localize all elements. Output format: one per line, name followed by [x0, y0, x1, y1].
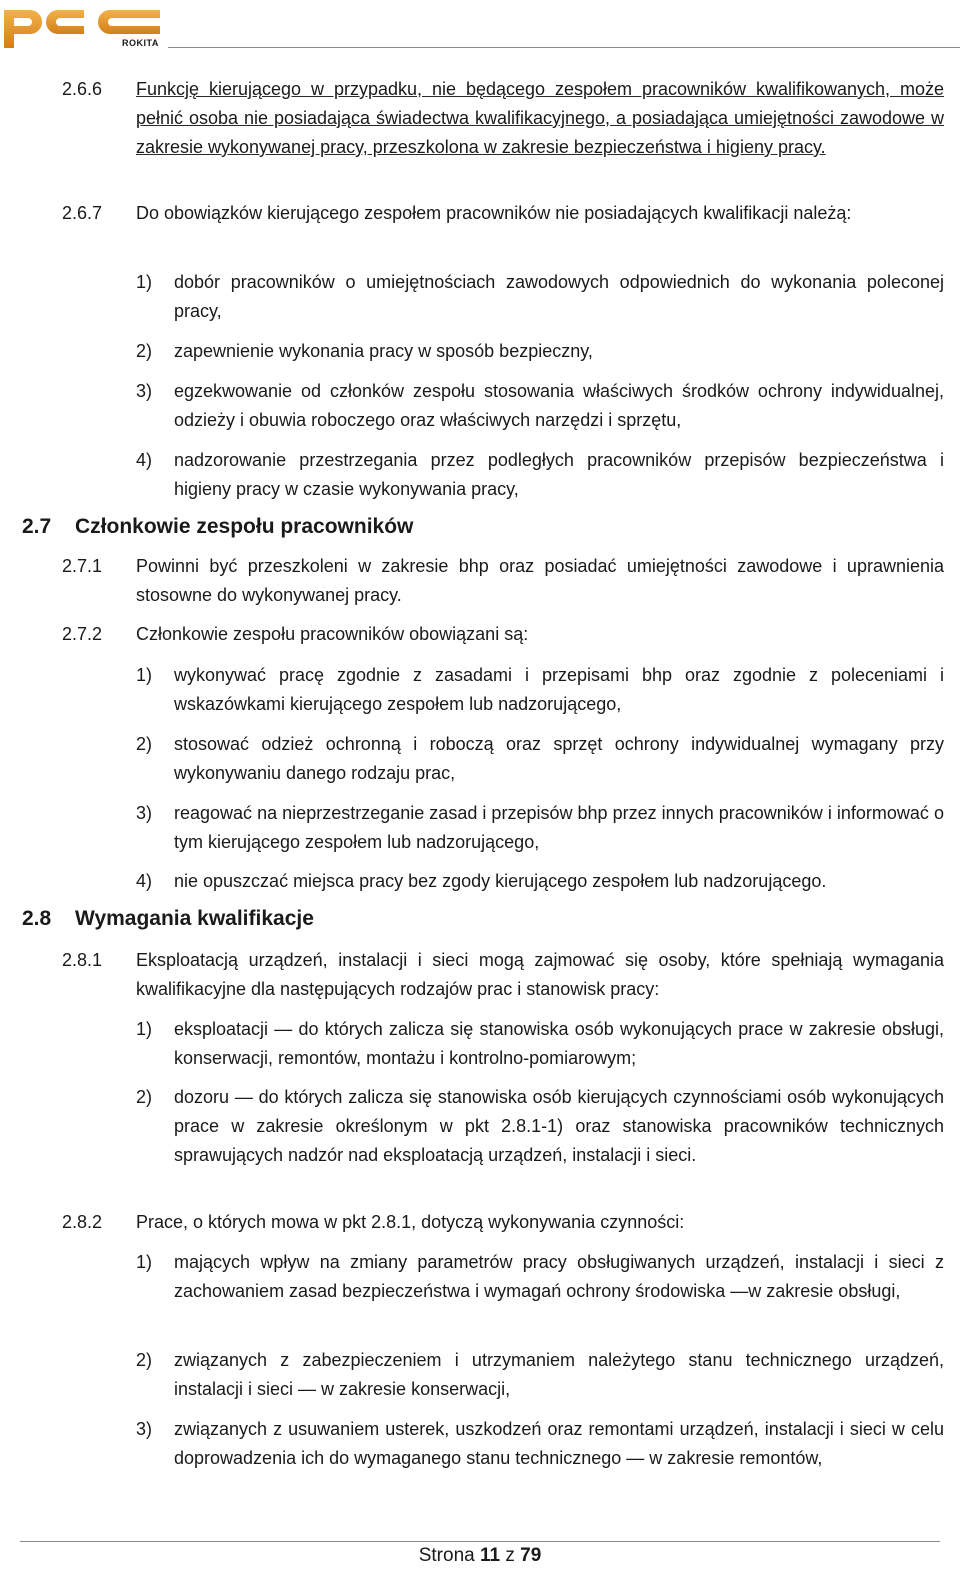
list-item-text: reagować na nieprzestrzeganie zasad i przepisów bhp przez innych pracowników i informować o tym kierującego zespołem lub nadzorującego, [174, 803, 944, 852]
list-item-number: 3) [136, 803, 153, 823]
paragraph-number: 2.8.2 [62, 1212, 103, 1232]
heading-title: Wymagania kwalifikacje [75, 907, 314, 930]
header-rule [168, 47, 960, 48]
paragraph-text: Powinni być przeszkoleni w zakresie bhp oraz posiadać umiejętności zawodowe i uprawnienia stosowne do wykonywanej pracy. [136, 556, 944, 605]
paragraph-text: Prace, o których mowa w pkt 2.8.1, dotyczą wykonywania czynności: [136, 1212, 685, 1232]
paragraph-text: Funkcję kierującego w przypadku, nie będącego zespołem pracowników kwalifikowanych, może pełnić osoba nie posiadająca świadectwa kwalifikacyjnego, a posiadająca umiejętności zawodowe w zakresie wykonywanej pracy, przeszkolona w zakresie bezpieczeństwa i higieny pracy. [136, 79, 944, 157]
paragraph-text: Do obowiązków kierującego zespołem pracowników nie posiadających kwalifikacji należą: [136, 203, 852, 223]
list-item-text: nadzorowanie przestrzegania przez podległych pracowników przepisów bezpieczeństwa i higieny pracy w czasie wykonywania pracy, [174, 450, 944, 499]
list-item-number: 1) [136, 1019, 153, 1039]
list-item-text: egzekwowanie od członków zespołu stosowania właściwych środków ochrony indywidualnej, odzieży i obuwia roboczego oraz właściwych narzędzi i sprzętu, [174, 381, 944, 430]
paragraph-text: Członkowie zespołu pracowników obowiązani są: [136, 624, 529, 644]
paragraph-text: Eksploatacją urządzeń, instalacji i sieci mogą zajmować się osoby, które spełniają wymagania kwalifikacyjne dla następujących rodzajów prac i stanowisk pracy: [136, 950, 944, 999]
paragraph-number: 2.6.7 [62, 203, 103, 223]
list-item-text: zapewnienie wykonania pracy w sposób bezpieczny, [174, 341, 593, 361]
logo-subtext: ROKITA [122, 38, 159, 48]
paragraph-number: 2.7.2 [62, 624, 103, 644]
current-page-number: 11 [479, 1545, 501, 1566]
list-item-number: 2) [136, 1087, 153, 1107]
list-item-number: 2) [136, 734, 153, 754]
list-item-text: dozoru — do których zalicza się stanowiska osób kierujących czynnościami osób wykonujących prace w zakresie określonym w pkt 2.8.1-1) oraz stanowiska pracowników technicznych sprawujących nadzór nad eksploatacją urządzeń, instalacji i sieci. [174, 1087, 944, 1165]
footer-rule [20, 1541, 940, 1542]
list-item-text: dobór pracowników o umiejętnościach zawodowych odpowiednich do wykonania poleconej pracy, [174, 272, 944, 321]
total-pages-number: 79 [520, 1545, 542, 1566]
list-item-number: 2) [136, 341, 153, 361]
list-item-number: 3) [136, 381, 153, 401]
paragraph-number: 2.8.1 [62, 950, 103, 970]
list-item-text: stosować odzież ochronną i roboczą oraz sprzęt ochrony indywidualnej wymagany przy wykonywaniu danego rodzaju prac, [174, 734, 944, 783]
list-item-text: wykonywać pracę zgodnie z zasadami i przepisami bhp oraz zgodnie z poleceniami i wskazówkami kierującego zespołem lub nadzorującego, [174, 665, 944, 714]
list-item-number: 3) [136, 1419, 153, 1439]
list-item-number: 2) [136, 1350, 153, 1370]
paragraph-number: 2.7.1 [62, 556, 103, 576]
page-separator: z [505, 1545, 515, 1566]
list-item-text: związanych z zabezpieczeniem i utrzymaniem należytego stanu technicznego urządzeń, instalacji i sieci — w zakresie konserwacji, [174, 1350, 944, 1399]
list-item-text: eksploatacji — do których zalicza się stanowiska osób wykonujących prace w zakresie obsługi, konserwacji, remontów, montażu i kontrolno-pomiarowym; [174, 1019, 944, 1068]
list-item-number: 4) [136, 450, 153, 470]
page-footer [0, 1545, 960, 1567]
paragraph-number: 2.6.6 [62, 79, 103, 99]
list-item-text: nie opuszczać miejsca pracy bez zgody kierującego zespołem lub nadzorującego. [174, 871, 827, 891]
heading-number: 2.8 [22, 907, 52, 930]
heading-number: 2.7 [22, 515, 52, 538]
list-item-number: 1) [136, 665, 153, 685]
company-logo [0, 0, 170, 52]
page-label: Strona [418, 1545, 475, 1566]
list-item-number: 1) [136, 1252, 153, 1272]
list-item-number: 1) [136, 272, 153, 292]
list-item-text: związanych z usuwaniem usterek, uszkodzeń oraz remontami urządzeń, instalacji i sieci w celu doprowadzenia ich do wymaganego stanu technicznego — w zakresie remontów, [174, 1419, 944, 1468]
list-item-number: 4) [136, 871, 153, 891]
list-item-text: mających wpływ na zmiany parametrów pracy obsługiwanych urządzeń, instalacji i sieci z zachowaniem zasad bezpieczeństwa i wymagań ochrony środowiska —w zakresie obsługi, [174, 1252, 944, 1301]
heading-title: Członkowie zespołu pracowników [75, 515, 414, 538]
